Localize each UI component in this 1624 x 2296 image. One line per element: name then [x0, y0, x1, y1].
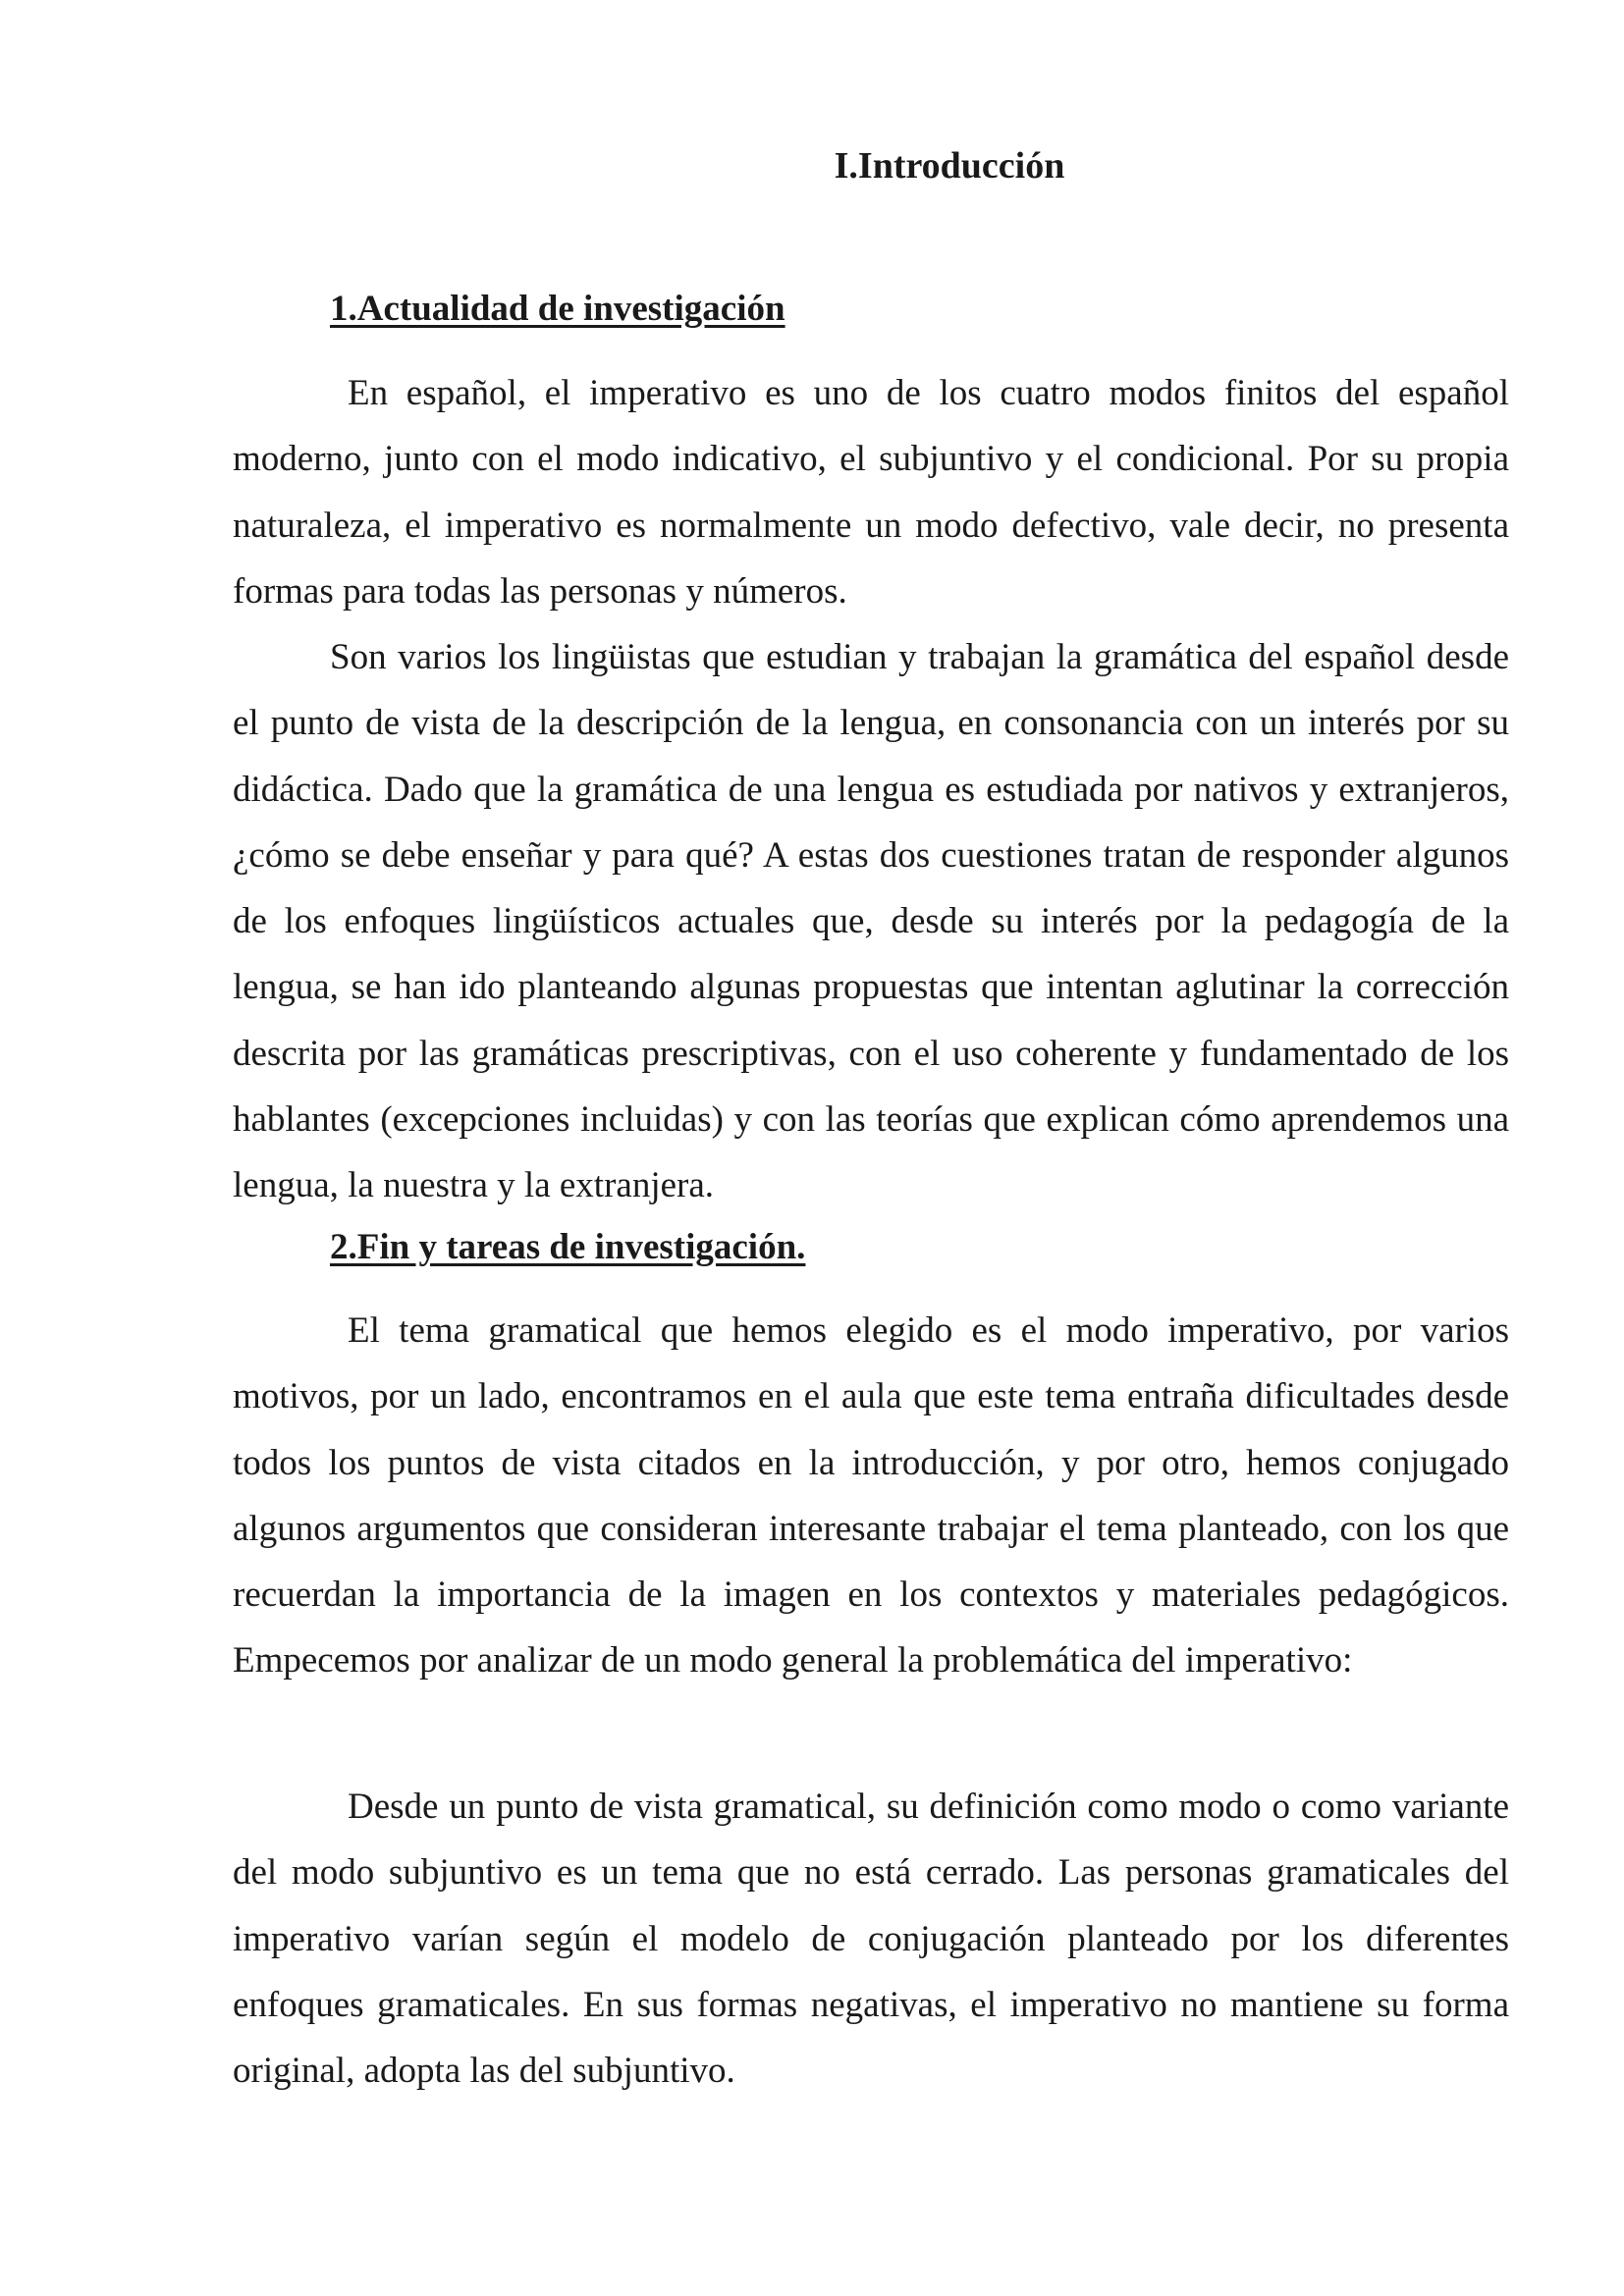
section-heading-fin-y-tareas: 2.Fin y tareas de investigación.	[330, 1227, 806, 1267]
paragraph: Desde un punto de vista gramatical, su definición como modo o como variante del modo subjuntivo es un tema que no está cerrado. Las personas gramaticales del imperativo varían según el modelo de conjugación planteado por los diferentes enfoques gramaticales. En sus formas negativas, el imperativo no mantiene su forma original, adopta las del subjuntivo.	[233, 1787, 1509, 2092]
paragraph: Son varios los lingüistas que estudian y trabajan la gramática del español desde el punto de vista de la descripción de la lengua, en consonancia con un interés por su didáctica. Dado que la gramática de una lengua es estudiada por nativos y extranjeros, ¿cómo se debe enseñar y para qué? A estas dos cuestiones tratan de responder algunos de los enfoques lingüísticos actuales que, desde su interés por la pedagogía de la lengua, se han ido planteando algunas propuestas que intentan aglutinar la corrección descrita por las gramáticas prescriptivas, con el uso coherente y fundamentado de los hablantes (excepciones incluidas) y con las teorías que explican cómo aprendemos una lengua, la nuestra y la extranjera.	[233, 637, 1509, 1206]
paragraph: El tema gramatical que hemos elegido es el modo imperativo, por varios motivos, por un lado, encontramos en el aula que este tema entraña dificultades desde todos los puntos de vista citados en la introducción, y por otro, hemos conjugado algunos argumentos que consideran interesante trabajar el tema planteado, con los que recuerdan la importancia de la imagen en los contextos y materiales pedagógicos. Empecemos por analizar de un modo general la problemática del imperativo:	[233, 1310, 1509, 1682]
paragraph: En español, el imperativo es uno de los cuatro modos finitos del español moderno, junto con el modo indicativo, el subjuntivo y el condicional. Por su propia naturaleza, el imperativo es normalmente un modo defectivo, vale decir, no presenta formas para todas las personas y números.	[233, 373, 1509, 612]
section-heading-actualidad: 1.Actualidad de investigación	[330, 289, 785, 329]
page-title: I.Introducción	[834, 145, 1065, 187]
